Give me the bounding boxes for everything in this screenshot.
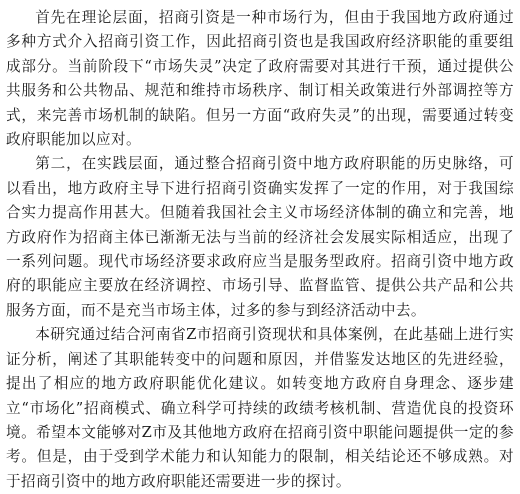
paragraph-theory: 首先在理论层面，招商引资是一种市场行为，但由于我国地方政府通过多种方式介入招商引资工作，因此招商引资也是我国政府经济职能的重要组成部分。当前阶段下“市场失灵”决定了政府需要对其进行干预，通过提供公共服务和公共物品、规范和维持市场秩序、制订相关政策进行外部调控等方式，来完善市场机制的缺陷。但另一方面“政府失灵”的出现，需要通过转变政府职能加以应对。 [6, 9, 514, 149]
paragraph-research: 本研究通过结合河南省Z市招商引资现状和具体案例，在此基础上进行实证分析，阐述了其职能转变中的问题和原因，并借鉴发达地区的先进经验，提出了相应的地方政府职能优化建议。如转变地方政府自身理念、逐步建立“市场化”招商模式、确立科学可持续的政绩考核机制、营造优良的投资环境。希望本文能够对Z市及其他地方政府在招商引资中职能问题提供一定的参考。但是，由于受到学术能力和认知能力的限制，相关结论还不够成熟。对于招商引资中的地方政府职能还需要进一步的探讨。 [6, 326, 514, 490]
paragraph-practice: 第二，在实践层面，通过整合招商引资中地方政府职能的历史脉络，可以看出，地方政府主导下进行招商引资确实发挥了一定的作用，对于我国综合实力提高作用甚大。但随着我国社会主义市场经济体制的确立和完善，地方政府作为招商主体已渐渐无法与当前的经济社会发展实际相适应，出现了一系列问题。现代市场经济要求政府应当是服务型政府。招商引资中地方政府的职能应主要放在经济调控、市场引导、监督监管、提供公共产品和公共服务方面，而不是充当市场主体，过多的参与到经济活动中去。 [6, 155, 514, 319]
